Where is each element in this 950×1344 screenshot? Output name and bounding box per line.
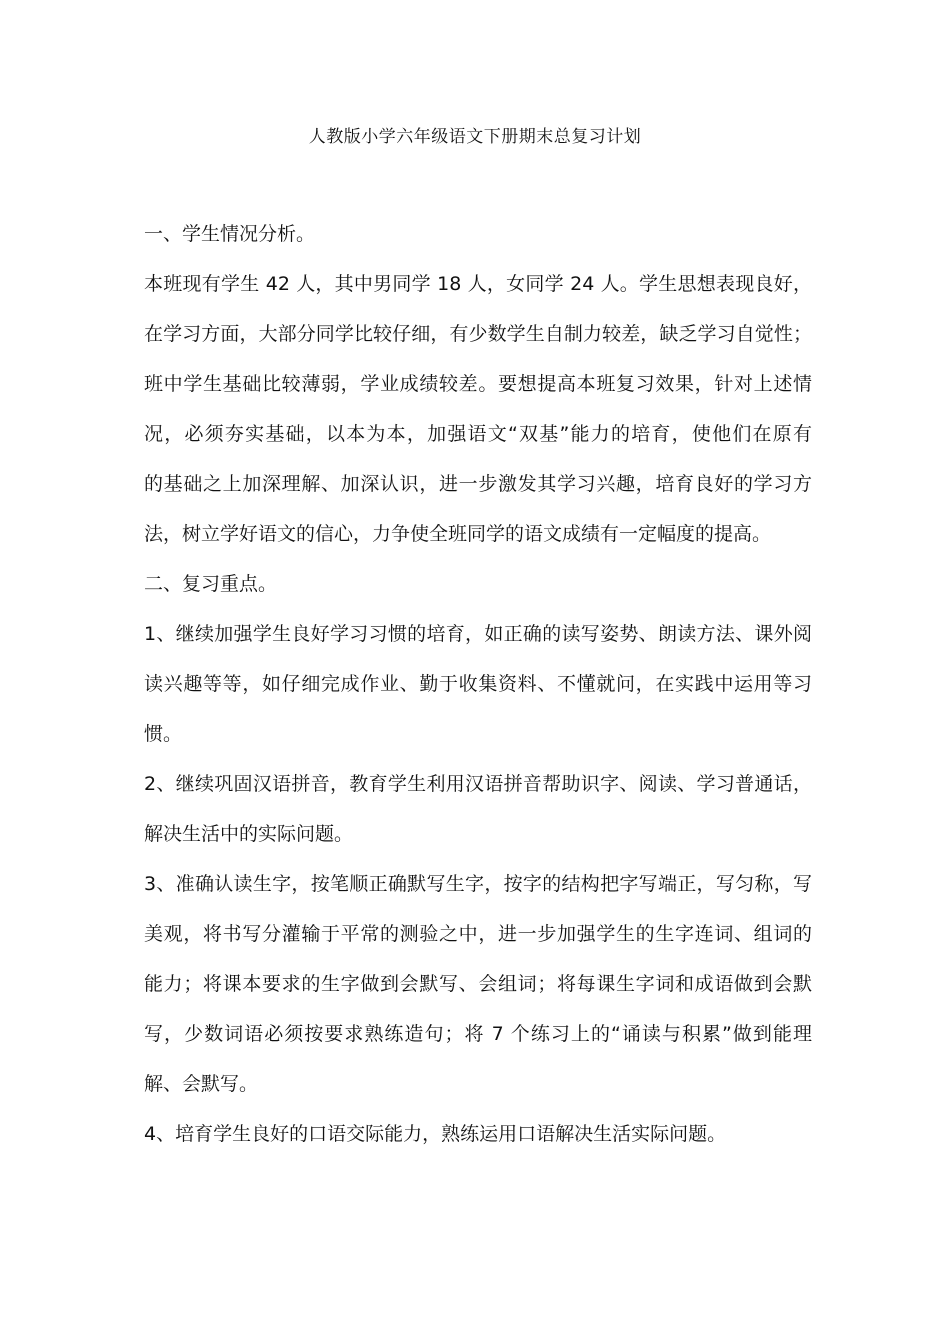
document-title: 人教版小学六年级语文下册期末总复习计划 bbox=[308, 127, 642, 147]
list-item-line: 4、培育学生良好的口语交际能力，熟练运用口语解决生活实际问题。 bbox=[144, 1123, 727, 1145]
list-item-line: 惯。 bbox=[144, 723, 183, 745]
list-item-line: 能力；将课本要求的生字做到会默写、会组词；将每课生字词和成语做到会默 bbox=[144, 973, 812, 995]
list-item-line: 3、准确认读生字，按笔顺正确默写生字，按字的结构把字写端正，写匀称，写 bbox=[144, 873, 812, 895]
list-item-line: 写，少数词语必须按要求熟练造句；将 7 个练习上的“诵读与积累”做到能理 bbox=[144, 1023, 812, 1045]
paragraph-line: 班中学生基础比较薄弱，学业成绩较差。要想提高本班复习效果，针对上述情 bbox=[144, 373, 812, 395]
section-heading-student-analysis: 一、学生情况分析。 bbox=[144, 223, 316, 245]
list-item-line: 解决生活中的实际问题。 bbox=[144, 823, 354, 845]
paragraph-line: 在学习方面，大部分同学比较仔细，有少数学生自制力较差，缺乏学习自觉性； bbox=[144, 323, 812, 345]
section-heading-review-focus: 二、复习重点。 bbox=[144, 573, 278, 595]
paragraph-line: 法，树立学好语文的信心，力争使全班同学的语文成绩有一定幅度的提高。 bbox=[144, 523, 772, 545]
list-item-line: 解、会默写。 bbox=[144, 1073, 259, 1095]
document-body bbox=[144, 209, 812, 1159]
list-item-line: 2、继续巩固汉语拼音，教育学生利用汉语拼音帮助识字、阅读、学习普通话， bbox=[144, 773, 812, 795]
paragraph-line: 的基础之上加深理解、加深认识，进一步激发其学习兴趣，培育良好的学习方 bbox=[144, 473, 812, 495]
paragraph-line: 况，必须夯实基础，以本为本，加强语文“双基”能力的培育，使他们在原有 bbox=[144, 423, 812, 445]
list-item-line: 美观，将书写分灌输于平常的测验之中，进一步加强学生的生字连词、组词的 bbox=[144, 923, 812, 945]
paragraph-line: 本班现有学生 42 人，其中男同学 18 人，女同学 24 人。学生思想表现良好， bbox=[144, 273, 812, 295]
list-item-line: 1、继续加强学生良好学习习惯的培育，如正确的读写姿势、朗读方法、课外阅 bbox=[144, 623, 812, 645]
list-item-line: 读兴趣等等，如仔细完成作业、勤于收集资料、不懂就问，在实践中运用等习 bbox=[144, 673, 812, 695]
